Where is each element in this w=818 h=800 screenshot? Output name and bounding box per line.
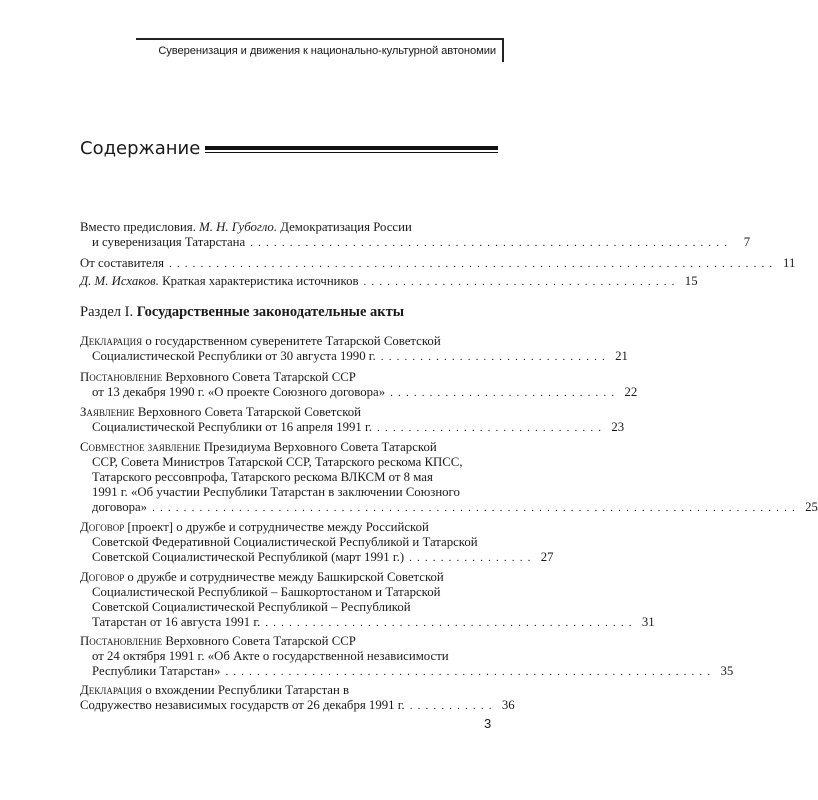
leader-dots: . . . . . . . . . . . . . . . . . . . . . . . . . . . . . [390, 387, 616, 399]
toc-entry[interactable]: Декларация о вхождении Республики Татарстан в Содружество независимых государств от 26 декабря 1991 г. . . . . . . . . . . . 36 [80, 683, 515, 712]
page-ref: 25 [805, 500, 818, 514]
toc-entry[interactable]: Постановление Верховного Совета Татарской ССР от 13 декабря 1990 г. «О проекте Союзного договора» . . . . . . . . . . . . . . . . . . . . . . . . . . . . . 22 [80, 370, 638, 399]
document-kind: Договор [80, 520, 125, 534]
toc-entry[interactable]: Декларация о государственном суверенитете Татарской Советской Социалистической Республики от 30 августа 1990 г. . . . . . . . . . . . . . . . . . . . . . . . . . . . . . 21 [80, 334, 628, 363]
toc-entry[interactable]: Договор о дружбе и сотрудничестве между Башкирской Советской Социалистической Республикой – Башкортостаном и Татарской Советской Социалистической Республикой – Республикой Татарстан от 16 августа 1991 г. . . . . . . . . . . . . . . . . . . . . . . . . . . . . . . . . . . . . . . . . . . . . . . . 31 [80, 570, 655, 629]
page-ref: 22 [624, 385, 638, 399]
document-kind: Постановление [80, 370, 163, 384]
toc-entry-preface[interactable]: Вместо предисловия. М. Н. Губогло. Демократизация России и суверенизация Татарстана . . . . . . . . . . . . . . . . . . . . . . . . . . . . . . . . . . . . . . . . . . . . . . . . . . . . . . . . . . . . . 7 [80, 220, 751, 249]
page-number: 3 [484, 716, 492, 731]
page-ref: 35 [720, 664, 734, 678]
toc-entry[interactable]: Заявление Верховного Совета Татарской Советской Социалистической Республики от 16 апреля 1991 г. . . . . . . . . . . . . . . . . . . . . . . . . . . . . . 23 [80, 405, 625, 434]
title-rule [205, 146, 498, 150]
leader-dots: . . . . . . . . . . . . . . . . . . . . . . . . . . . . . [377, 422, 603, 434]
leader-dots: . . . . . . . . . . . . . . . . . . . . . . . . . . . . . . . . . . . . . . . . . . . . . . . . . . . . . . . . . . . . . . [225, 666, 712, 678]
toc-entry[interactable]: Договор [проект] о дружбе и сотрудничестве между Российской Советской Федеративной Социалистической Республикой и Татарской Советской Социалистической Республикой (март 1991 г.) . . . . . . . . . . . . . . . . 27 [80, 520, 554, 564]
leader-dots: . . . . . . . . . . . . . . . . . . . . . . . . . . . . . . . . . . . . . . . . . . . . . . . [265, 617, 633, 629]
document-kind: Совместное заявление [80, 440, 201, 454]
section-heading: Раздел I. Государственные законодательные акты [80, 304, 405, 320]
toc-entry-compiler[interactable]: От составителя . . . . . . . . . . . . . . . . . . . . . . . . . . . . . . . . . . . . . . . . . . . . . . . . . . . . . . . . . . . . . . . . . . . . . . . . . . . . . 11 [80, 256, 796, 270]
page-ref: 11 [783, 256, 796, 270]
document-kind: Заявление [80, 405, 135, 419]
page-ref: 7 [743, 235, 751, 249]
page-ref: 31 [641, 615, 655, 629]
leader-dots: . . . . . . . . . . . . . . . . . . . . . . . . . . . . . . . . . . . . . . . . . . . . . . . . . . . . . . . . . . . . . [250, 237, 729, 249]
leader-dots: . . . . . . . . . . . . . . . . . . . . . . . . . . . . . . . . . . . . . . . . . . . . . . . . . . . . . . . . . . . . . . . . . . . . . . . . . . . . . [168, 258, 774, 270]
page-ref: 27 [540, 550, 554, 564]
toc-entry[interactable]: Постановление Верховного Совета Татарской ССР от 24 октября 1991 г. «Об Акте о государственной независимости Республики Татарстан» . . . . . . . . . . . . . . . . . . . . . . . . . . . . . . . . . . . . . . . . . . . . . . . . . . . . . . . . . . . . . . 35 [80, 634, 734, 678]
document-kind: Декларация [80, 334, 143, 348]
page-ref: 15 [684, 274, 698, 288]
document-kind: Постановление [80, 634, 163, 648]
author-name: М. Н. Губогло. [199, 220, 278, 234]
running-header [136, 38, 504, 62]
leader-dots: . . . . . . . . . . . . . . . . . . . . . . . . . . . . . [380, 351, 606, 363]
leader-dots: . . . . . . . . . . . [409, 700, 493, 712]
page-ref: 36 [501, 698, 515, 712]
document-kind: Договор [80, 570, 125, 584]
leader-dots: . . . . . . . . . . . . . . . . [409, 552, 532, 564]
page-ref: 21 [615, 349, 628, 363]
toc-entry[interactable]: Совместное заявление Президиума Верховного Совета Татарской ССР, Совета Министров Татарской ССР, Татарского рескома КПСС, Татарского рессовпрофа, Татарского рескома ВЛКСМ от 8 мая 1991 г. «Об участии Республики Татарстан в заключении Союзного договора» . . . . . . . . . . . . . . . . . . . . . . . . . . . . . . . . . . . . . . . . . . . . . . . . . . . . . . . . . . . . . . . . . . . . . . . . . . . . . . . . . . 25 [80, 440, 818, 514]
leader-dots: . . . . . . . . . . . . . . . . . . . . . . . . . . . . . . . . . . . . . . . . [363, 276, 676, 288]
page-ref: 23 [611, 420, 625, 434]
leader-dots: . . . . . . . . . . . . . . . . . . . . . . . . . . . . . . . . . . . . . . . . . . . . . . . . . . . . . . . . . . . . . . . . . . . . . . . . . . . . . . . . . . [152, 502, 796, 514]
page-title: Содержание [80, 138, 201, 159]
author-name: Д. М. Исхаков. [80, 274, 159, 288]
title-rule-thin [205, 152, 498, 153]
document-kind: Декларация [80, 683, 143, 697]
running-header-text: Суверенизация и движения к национально-культурной автономии [158, 45, 496, 57]
toc-entry-sources[interactable]: Д. М. Исхаков. Краткая характеристика источников . . . . . . . . . . . . . . . . . . . . . . . . . . . . . . . . . . . . . . . . 15 [80, 274, 698, 288]
